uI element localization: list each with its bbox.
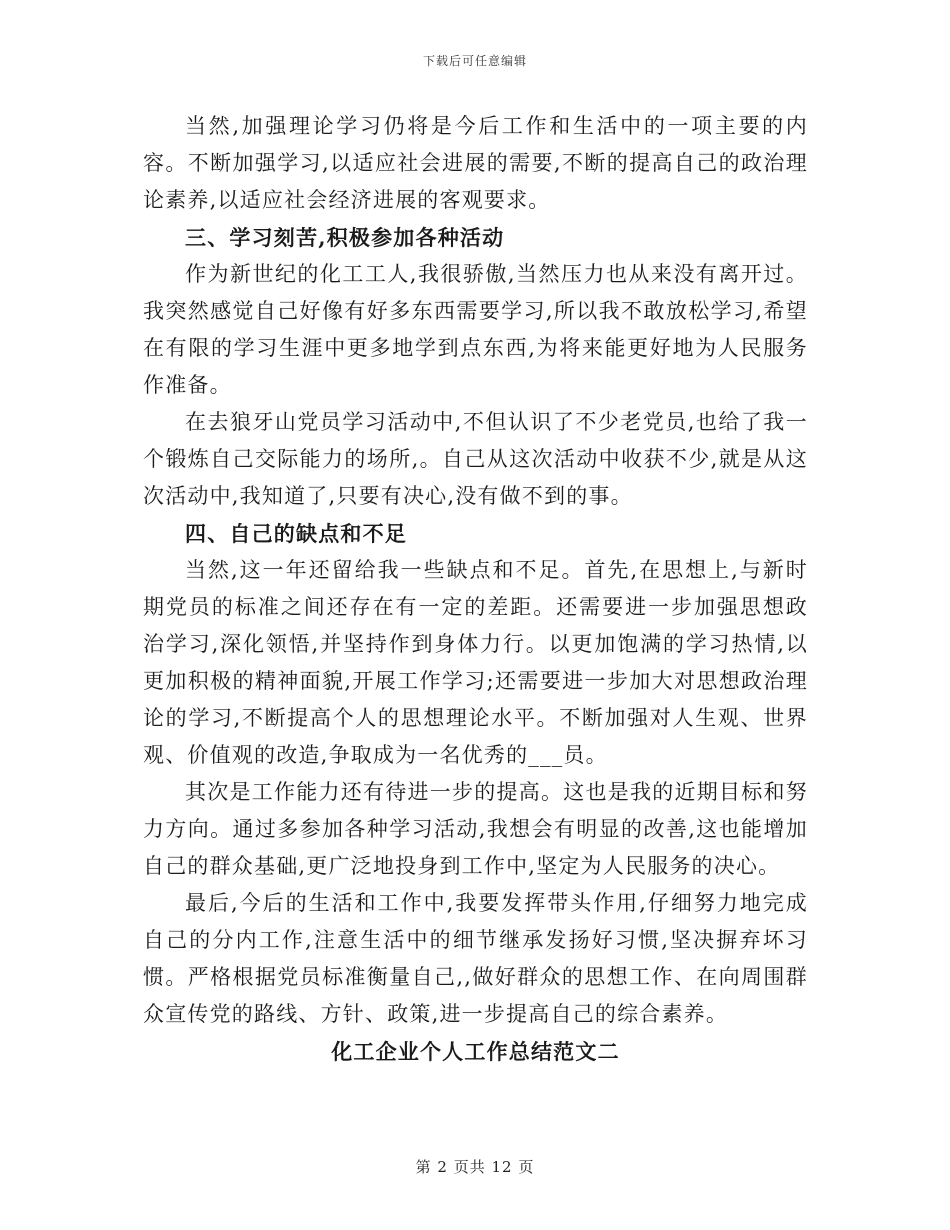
paragraph-theory-study: 当然,加强理论学习仍将是今后工作和生活中的一项主要的内容。不断加强学习,以适应社会进展的需要,不断的提高自己的政治理论素养,以适应社会经济进展的客观要求。 <box>143 114 808 212</box>
document-body <box>143 108 808 1070</box>
section-title: 化工企业个人工作总结范文二 <box>331 1039 620 1064</box>
section-heading-3: 三、学习刻苦,积极参加各种活动 <box>185 225 505 250</box>
paragraph-chemical-worker: 作为新世纪的化工工人,我很骄傲,当然压力也从来没有离开过。我突然感觉自己好像有好多东西需要学习,所以我不敢放松学习,希望在有限的学习生涯中更多地学到点东西,为将来能更好地为人民服务作准备。 <box>143 262 808 397</box>
paragraph-work-ability: 其次是工作能力还有待进一步的提高。这也是我的近期目标和努力方向。通过多参加各种学习活动,我想会有明显的改善,这也能增加自己的群众基础,更广泛地投身到工作中,坚定为人民服务的决心。 <box>143 780 808 878</box>
section-heading-4: 四、自己的缺点和不足 <box>185 521 407 546</box>
header-note: 下载后可任意编辑 <box>422 54 527 68</box>
paragraph-finally: 最后,今后的生活和工作中,我要发挥带头作用,仔细努力地完成自己的分内工作,注意生活中的细节继承发扬好习惯,坚决摒弃坏习惯。严格根据党员标准衡量自己,,做好群众的思想工作、在向周围群众宣传党的路线、方针、政策,进一步提高自己的综合素养。 <box>143 891 808 1026</box>
paragraph-shortcomings: 当然,这一年还留给我一些缺点和不足。首先,在思想上,与新时期党员的标准之间还存在有一定的差距。还需要进一步加强思想政治学习,深化领悟,并坚持作到身体力行。以更加饱满的学习热情,以更加积极的精神面貌,开展工作学习;还需要进一步加大对思想政治理论的学习,不断提高个人的思想理论水平。不断加强对人生观、世界观、价值观的改造,争取成为一名优秀的___员。 <box>143 558 808 767</box>
paragraph-langyashan-activity: 在去狼牙山党员学习活动中,不但认识了不少老党员,也给了我一个锻炼自己交际能力的场所,。自己从这次活动中收获不少,就是从这次活动中,我知道了,只要有决心,没有做不到的事。 <box>143 410 808 508</box>
page-number: 第 2 页共 12 页 <box>415 1158 535 1176</box>
